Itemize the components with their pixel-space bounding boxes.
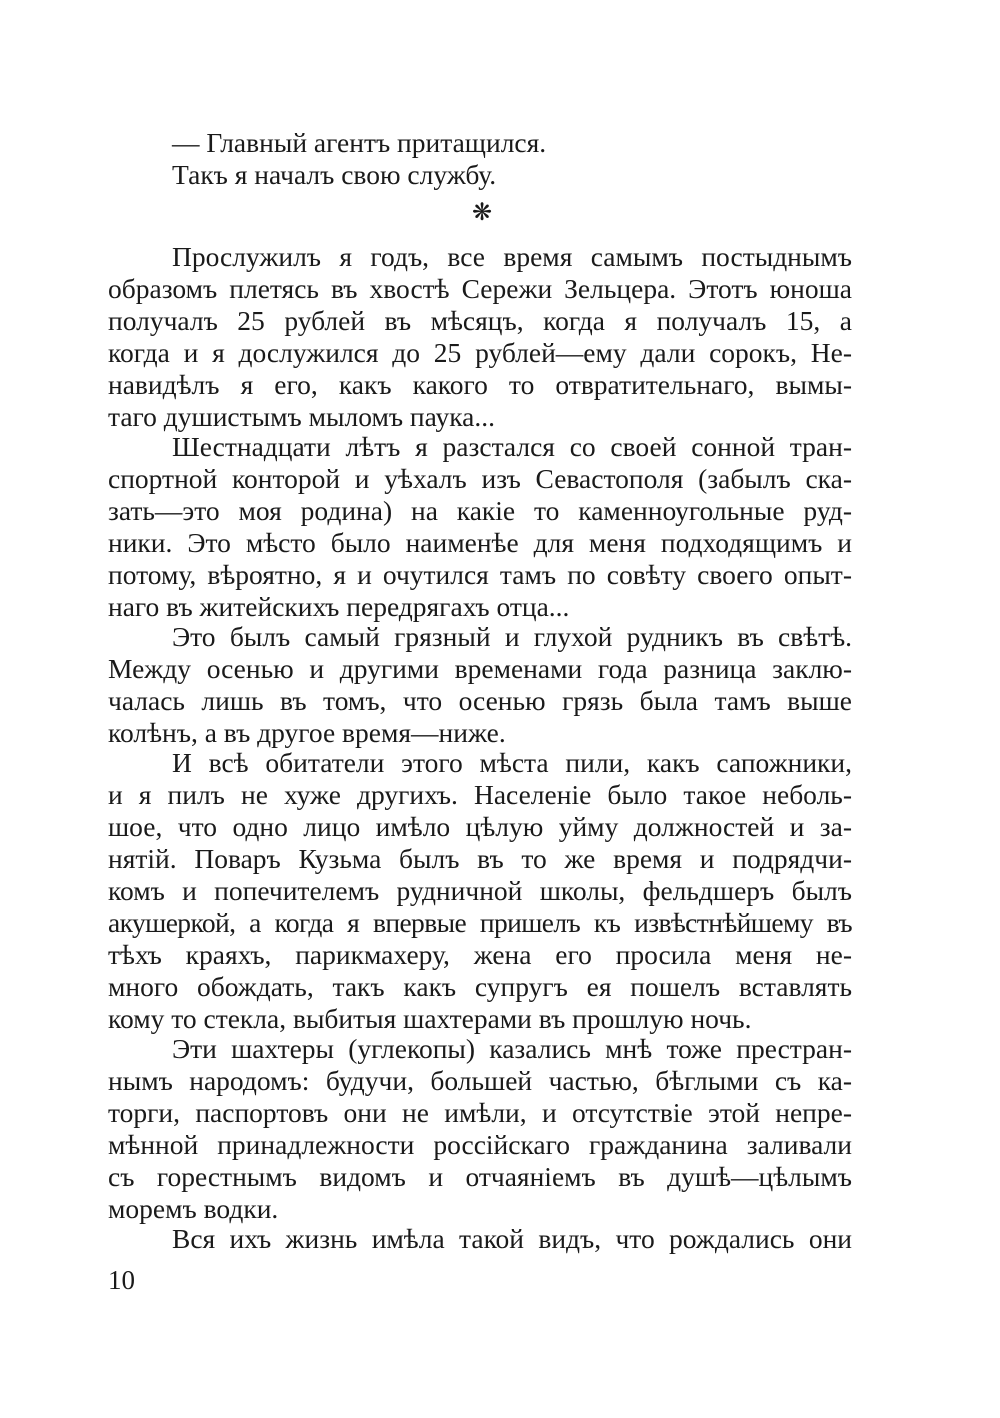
p5-line-6: моремъ водки. — [108, 1193, 279, 1224]
p6-line-1: Вся ихъ жизнь имѣла такой видъ, что рождались они — [172, 1223, 852, 1254]
p4-line-4: нятій. Поваръ Кузьма былъ въ то же время и подрядчи- — [108, 843, 852, 874]
p3-line-2: Между осенью и другими временами года разница заклю- — [108, 653, 852, 684]
p4-line-3: шое, что одно лицо имѣло цѣлую уйму должностей и за- — [108, 811, 852, 842]
p5-line-5: съ горестнымъ видомъ и отчаяніемъ въ душѣ—цѣлымъ — [108, 1161, 852, 1192]
p2-line-2: спортной конторой и уѣхалъ изъ Севастополя (забылъ ска- — [108, 463, 852, 494]
p1-line-2: образомъ плетясь въ хвостѣ Сережи Зельцера. Этотъ юноша — [108, 273, 852, 304]
p1-line-1: Прослужилъ я годъ, все время самымъ постыднымъ — [172, 241, 852, 272]
intro-line-1: — Главный агентъ притащился. — [172, 127, 547, 158]
p4-line-8: много обождать, такъ какъ супругъ ея пошелъ вставлять — [108, 971, 852, 1002]
page-number: 10 — [108, 1265, 135, 1295]
p4-line-1: И всѣ обитатели этого мѣста пили, какъ сапожники, — [172, 747, 852, 778]
section-separator-icon: ❋ — [472, 200, 493, 226]
p5-line-3: торги, паспортовъ они не имѣли, и отсутствіе этой непре- — [108, 1097, 852, 1128]
p4-line-6: акушеркой, а когда я впервые пришелъ къ извѣстнѣйшему въ — [108, 907, 852, 938]
p2-line-4: ники. Это мѣсто было наименѣе для меня подходящимъ и — [108, 527, 852, 558]
p3-line-1: Это былъ самый грязный и глухой рудникъ въ свѣтѣ. — [172, 621, 852, 652]
p5-line-1: Эти шахтеры (углекопы) казались мнѣ тоже престран- — [172, 1033, 852, 1064]
p2-line-6: наго въ житейскихъ передрягахъ отца... — [108, 591, 570, 622]
p4-line-5: комъ и попечителемъ рудничной школы, фельдшеръ былъ — [108, 875, 852, 906]
p2-line-1: Шестнадцати лѣтъ я разстался со своей сонной тран- — [172, 431, 852, 462]
p4-line-9: кому то стекла, выбитыя шахтерами въ прошлую ночь. — [108, 1003, 752, 1034]
p2-line-3: зать—это моя родина) на какіе то каменноугольные руд- — [108, 495, 852, 526]
p4-line-2: и я пилъ не хуже другихъ. Населеніе было такое неболь- — [108, 779, 852, 810]
p4-line-7: тѣхъ краяхъ, парикмахеру, жена его просила меня не- — [108, 939, 852, 970]
p5-line-4: мѣнной принадлежности россійскаго гражданина заливали — [108, 1129, 852, 1160]
p1-line-6: таго душистымъ мыломъ паука... — [108, 401, 495, 432]
p3-line-4: колѣнъ, а въ другое время—ниже. — [108, 717, 506, 748]
p2-line-5: потому, вѣроятно, я и очутился тамъ по совѣту своего опыт- — [108, 559, 852, 590]
p1-line-3: получалъ 25 рублей въ мѣсяцъ, когда я получалъ 15, а — [108, 305, 852, 336]
p1-line-5: навидѣлъ я его, какъ какого то отвратительнаго, вымы- — [108, 369, 852, 400]
p5-line-2: нымъ народомъ: будучи, большей частью, бѣглыми съ ка- — [108, 1065, 852, 1096]
intro-line-2: Такъ я началъ свою службу. — [172, 159, 497, 190]
p3-line-3: чалась лишь въ томъ, что осенью грязь была тамъ выше — [108, 685, 852, 716]
p1-line-4: когда и я дослужился до 25 рублей—ему дали сорокъ, Не- — [108, 337, 852, 368]
